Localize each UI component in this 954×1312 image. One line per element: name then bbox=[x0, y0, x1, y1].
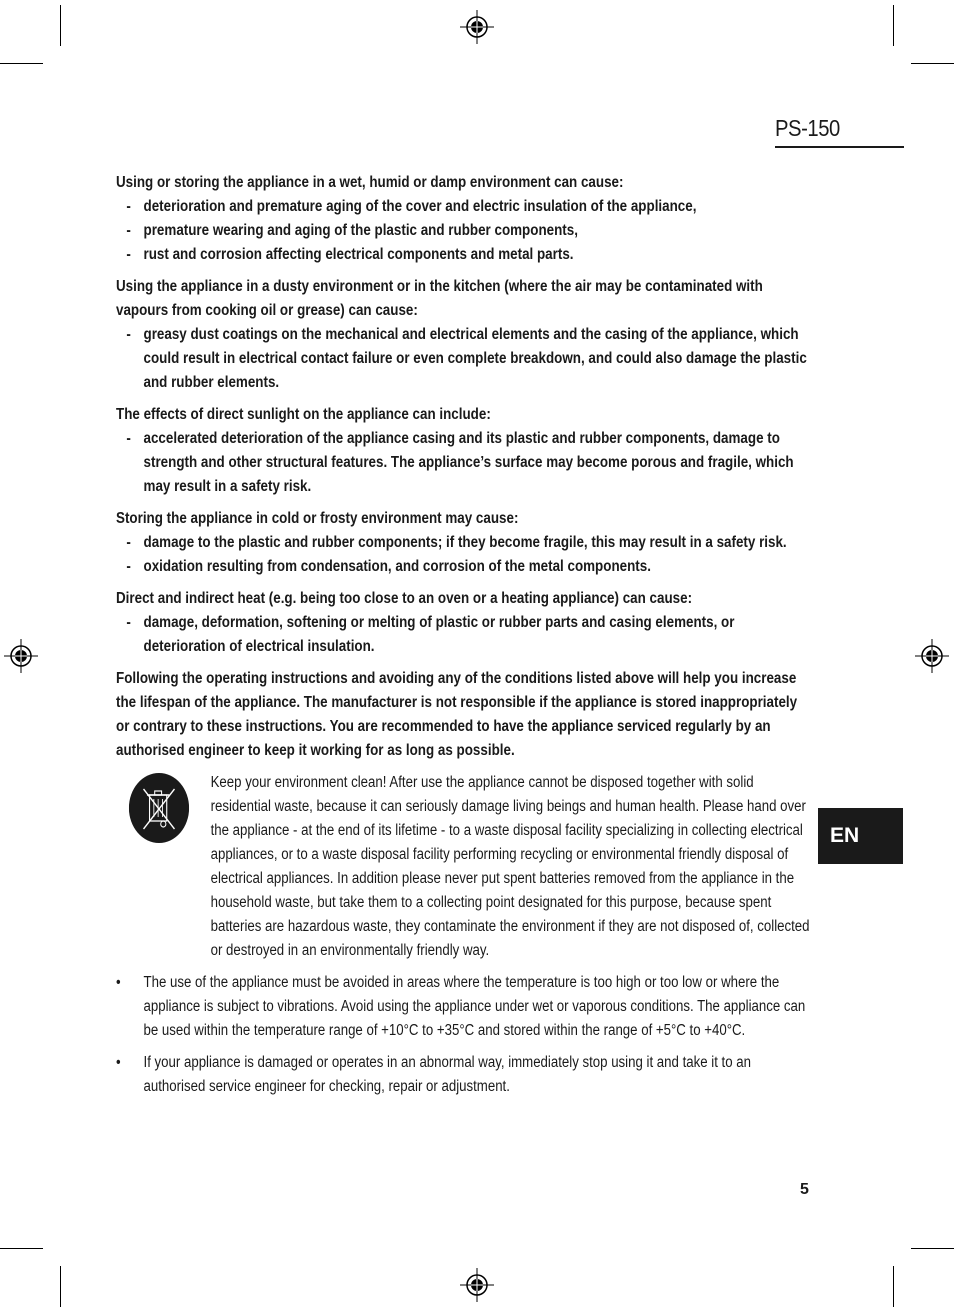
crop-mark bbox=[893, 5, 894, 46]
section-summary: Following the operating instructions and avoiding any of the conditions listed above will help you increase the lifespan of the appliance. The manufacturer is not responsible if the appliance is stored inappropriately or contrary to these instructions. You are recommended to have the appliance serviced regularly by an authorised engineer to keep it working for as long as possible. bbox=[116, 670, 798, 759]
section-humidity bbox=[116, 171, 813, 267]
model-number: PS-150 bbox=[775, 115, 840, 141]
crop-mark bbox=[893, 1266, 894, 1307]
section-heat bbox=[116, 587, 813, 659]
header-rule bbox=[775, 146, 904, 148]
section-sunlight bbox=[116, 403, 813, 499]
registration-mark-icon bbox=[460, 1268, 494, 1302]
section-heading: The effects of direct sunlight on the appliance can include: bbox=[116, 406, 491, 423]
list-item: - oxidation resulting from condensation, and corrosion of the metal components. bbox=[126, 558, 651, 575]
registration-mark-icon bbox=[460, 10, 494, 44]
crop-mark bbox=[0, 1248, 43, 1249]
crop-mark bbox=[911, 63, 954, 64]
list-item: • The use of the appliance must be avoided in areas where the temperature is too high or too low or where the appliance is subject to vibrations. Avoid using the appliance under wet or vaporous conditions. The appliance can be used within the temperature range of +10°C to +35°C and stored within the range of +5°C to +40°C. bbox=[116, 974, 806, 1039]
page-content bbox=[116, 171, 816, 1107]
crossed-out-wheelie-bin-icon bbox=[129, 773, 189, 843]
list-item: - damage to the plastic and rubber components; if they become fragile, this may result in a safety risk. bbox=[126, 534, 787, 551]
registration-mark-icon bbox=[915, 639, 949, 673]
section-dust bbox=[116, 275, 813, 395]
list-item: - deterioration and premature aging of the cover and electric insulation of the appliance, bbox=[126, 198, 697, 215]
registration-mark-icon bbox=[4, 639, 38, 673]
crop-mark bbox=[60, 1266, 61, 1307]
page-number: 5 bbox=[800, 1181, 809, 1198]
crop-mark bbox=[911, 1248, 954, 1249]
section-heading: Using or storing the appliance in a wet, humid or damp environment can cause: bbox=[116, 174, 624, 191]
list-item: - premature wearing and aging of the plastic and rubber components, bbox=[126, 222, 578, 239]
weee-notice bbox=[116, 771, 813, 963]
weee-text: Keep your environment clean! After use the appliance cannot be disposed together with solid residential waste, because it can seriously damage living beings and human health. Please hand over the appliance - at the end of its lifetime - to a waste disposal facility specializing in collecting electrical appliances, or to a waste disposal facility performing recycling or environmental friendly disposal of electrical appliances. In addition please never put spent batteries removed from the appliance in the household waste, but take them to a collecting point designated for this purpose, because spent batteries are hazardous waste, they contaminate the environment if they are not disposed of, collected or destroyed in an environmentally friendly way. bbox=[210, 774, 810, 959]
section-heading: Direct and indirect heat (e.g. being too close to an oven or a heating appliance) can cause: bbox=[116, 590, 693, 607]
text-column bbox=[116, 171, 813, 1099]
list-item: - accelerated deterioration of the appliance casing and its plastic and rubber components, damage to strength and other structural features. The appliance’s surface may become porous and fragile, which may result in a safety risk. bbox=[126, 430, 794, 495]
list-item: - rust and corrosion affecting electrical components and metal parts. bbox=[126, 246, 574, 263]
list-item: • If your appliance is damaged or operates in an abnormal way, immediately stop using it and take it to an authorised service engineer for checking, repair or adjustment. bbox=[116, 1054, 752, 1095]
language-tab: EN bbox=[818, 808, 903, 864]
list-item: - damage, deformation, softening or melting of plastic or rubber parts and casing elements, or deterioration of electrical insulation. bbox=[126, 614, 735, 655]
list-item: - greasy dust coatings on the mechanical and electrical elements and the casing of the appliance, which could result in electrical contact failure or even complete breakdown, and could also damage the plastic and rubber elements. bbox=[126, 326, 807, 391]
section-cold bbox=[116, 507, 813, 579]
section-heading: Storing the appliance in cold or frosty environment may cause: bbox=[116, 510, 519, 527]
crop-mark bbox=[60, 5, 61, 46]
crop-mark bbox=[0, 63, 43, 64]
section-heading: Using the appliance in a dusty environment or in the kitchen (where the air may be contaminated with vapours from cooking oil or grease) can cause: bbox=[116, 278, 763, 319]
